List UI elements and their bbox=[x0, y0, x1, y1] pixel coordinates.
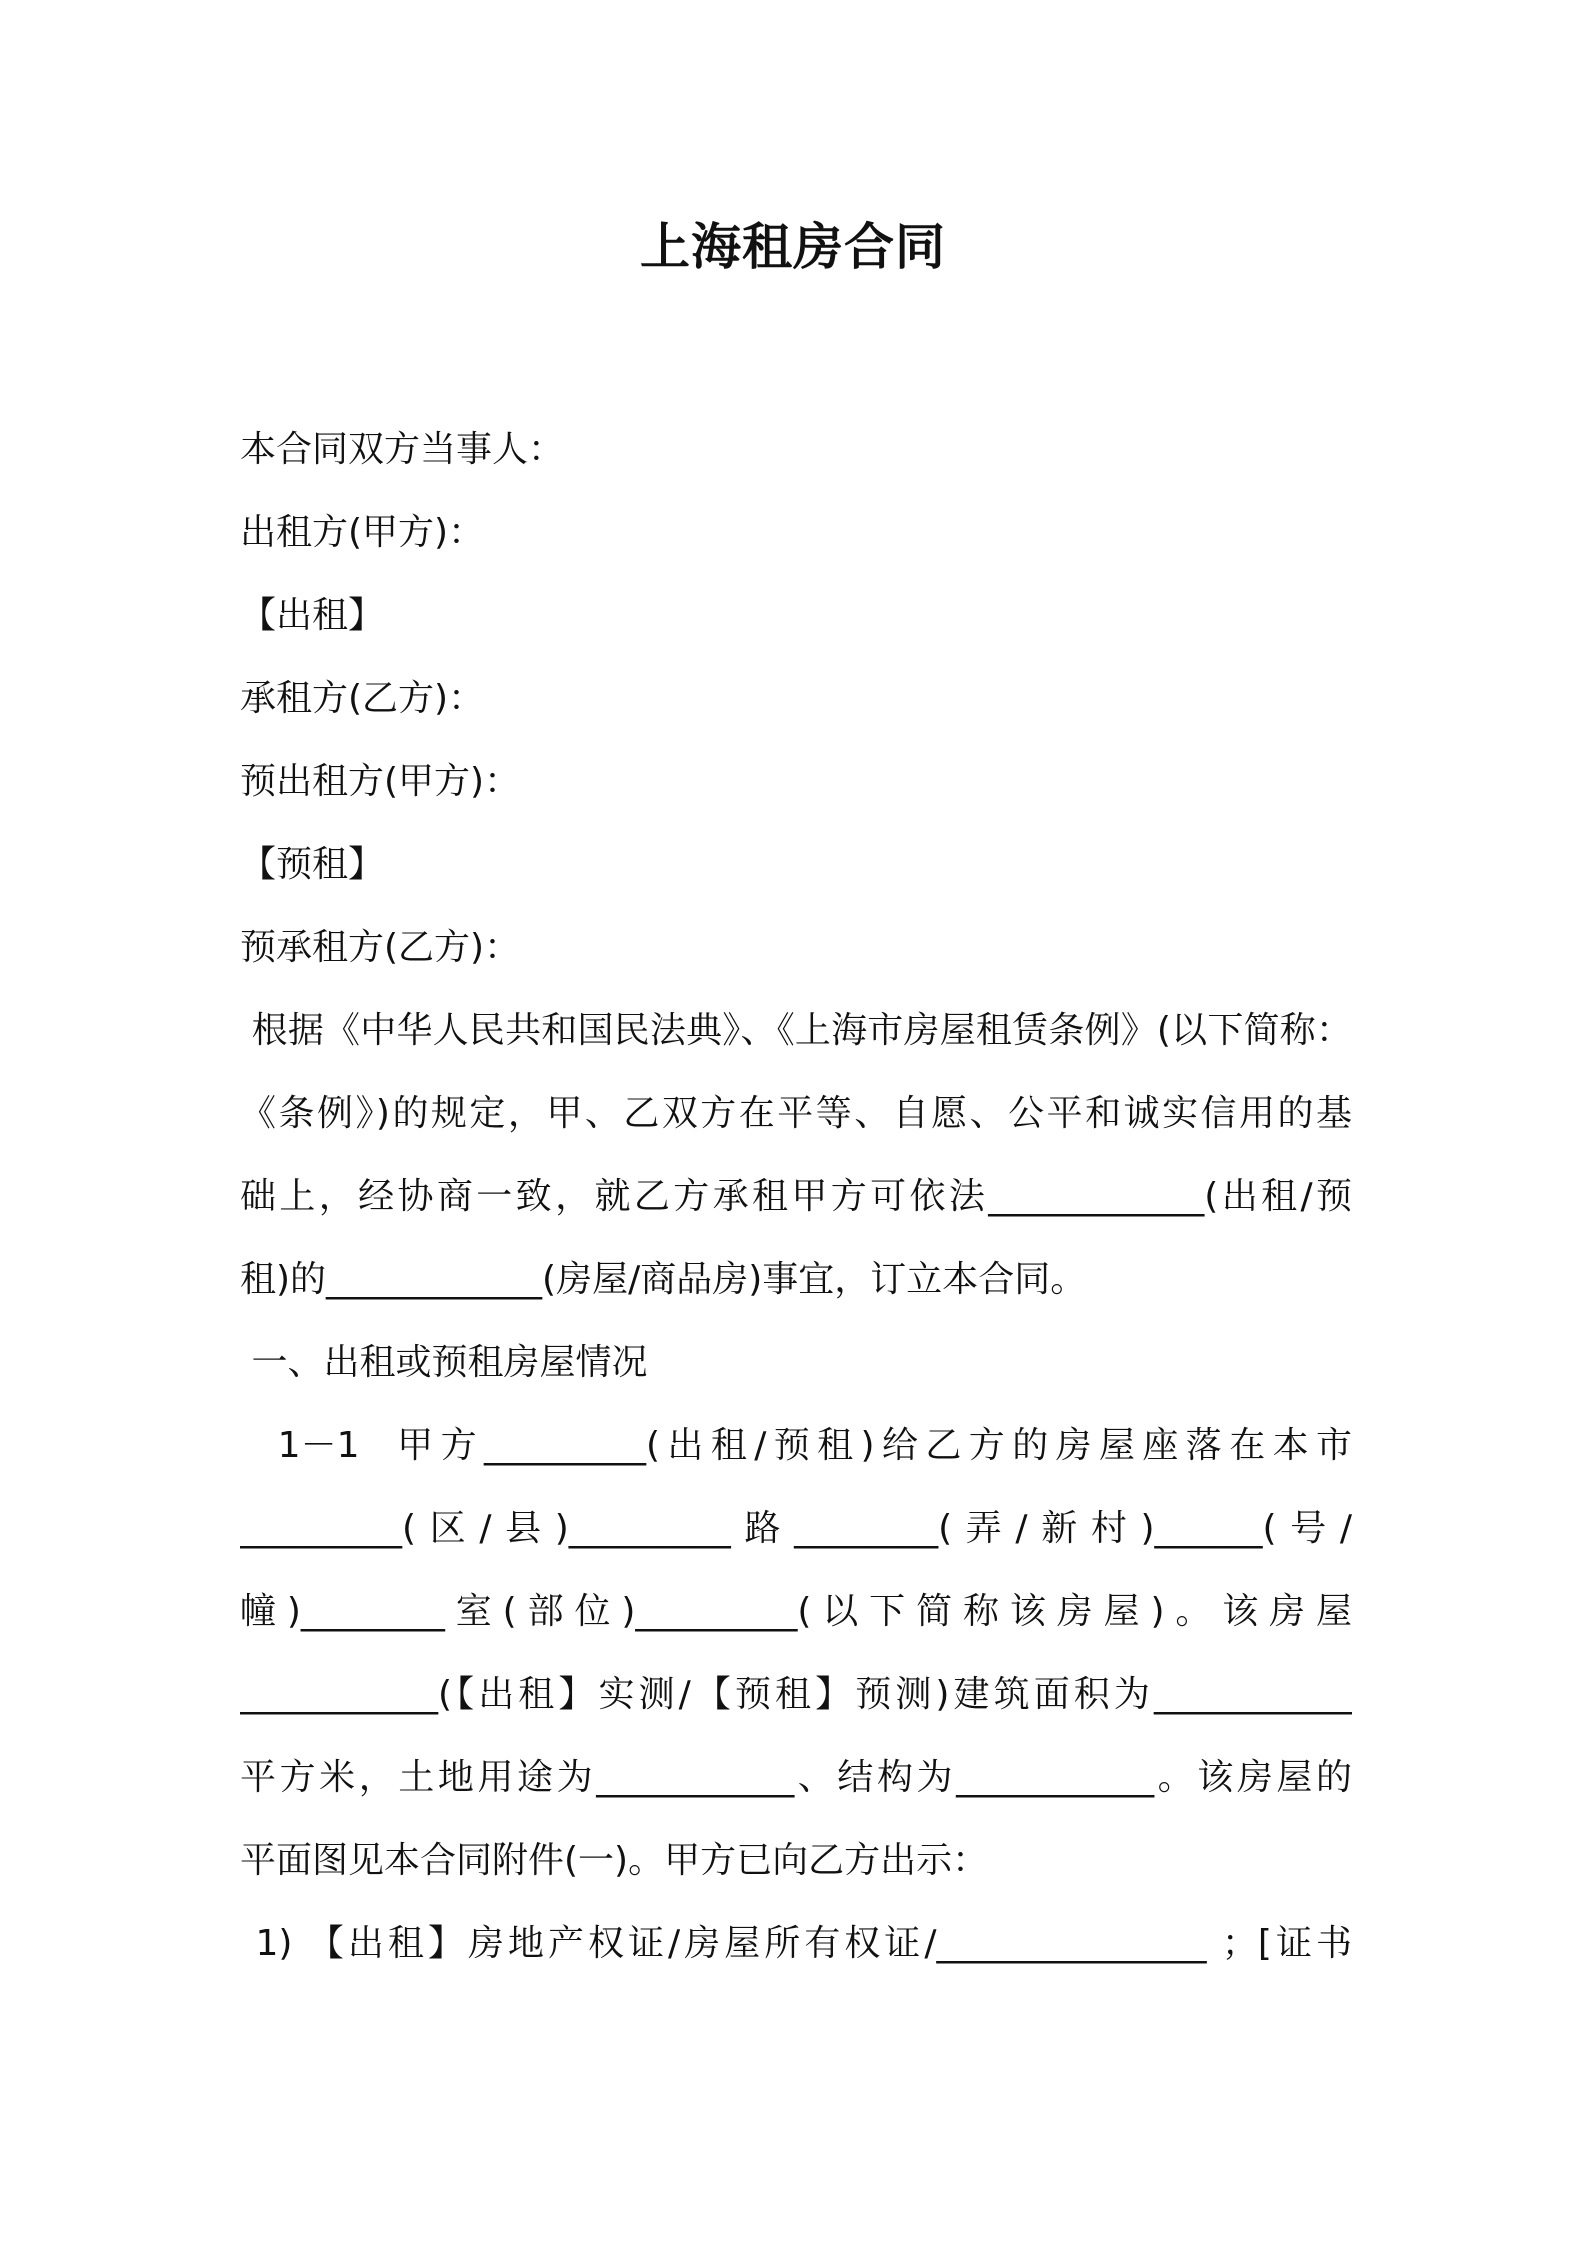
lessor-label: 出租方(甲方)： bbox=[240, 512, 485, 553]
preamble-line-4: 租)的____________(房屋/商品房)事宜，订立本合同。 bbox=[240, 1259, 1087, 1300]
pre-lessor-label: 预出租方(甲方)： bbox=[240, 761, 521, 802]
preamble-line-1: 根据《中华人民共和国民法典》、《上海市房屋租赁条例》(以下简称： bbox=[240, 1010, 1352, 1051]
clause-1-1-line-2: _________(区/县)_________路________(弄/新村)______(号/ bbox=[240, 1508, 1352, 1549]
preamble-line-3: 础上，经协商一致，就乙方承租甲方可依法____________(出租/预 bbox=[240, 1176, 1352, 1217]
pre-lessee-label: 预承租方(乙方)： bbox=[240, 927, 521, 968]
clause-1-1-line-4: ___________(【出租】实测/【预租】预测)建筑面积为___________ bbox=[240, 1674, 1352, 1715]
pre-lease-tag: 【预租】 bbox=[240, 844, 385, 885]
section-1-heading: 一、出租或预租房屋情况 bbox=[240, 1342, 648, 1383]
clause-1-1-line-6: 平面图见本合同附件(一)。甲方已向乙方出示： bbox=[240, 1840, 989, 1881]
document-body bbox=[240, 408, 1352, 1985]
preamble-line-2: 《条例》)的规定，甲、乙双方在平等、自愿、公平和诚实信用的基 bbox=[240, 1093, 1352, 1134]
clause-1-1-line-1: 1－1 甲方_________(出租/预租)给乙方的房屋座落在本市 bbox=[240, 1425, 1352, 1466]
lessee-label: 承租方(乙方)： bbox=[240, 678, 485, 719]
document-title: 上海租房合同 bbox=[640, 218, 946, 276]
lease-tag: 【出租】 bbox=[240, 595, 385, 636]
parties-heading: 本合同双方当事人： bbox=[240, 429, 565, 470]
item-1-line: 1) 【出租】房地产权证/房屋所有权证/_______________ ；[证书 bbox=[240, 1923, 1352, 1964]
clause-1-1-line-5: 平方米，土地用途为___________、结构为___________。该房屋的 bbox=[240, 1757, 1352, 1798]
clause-1-1-line-3: 幢)________室(部位)_________(以下简称该房屋)。该房屋 bbox=[240, 1591, 1352, 1632]
